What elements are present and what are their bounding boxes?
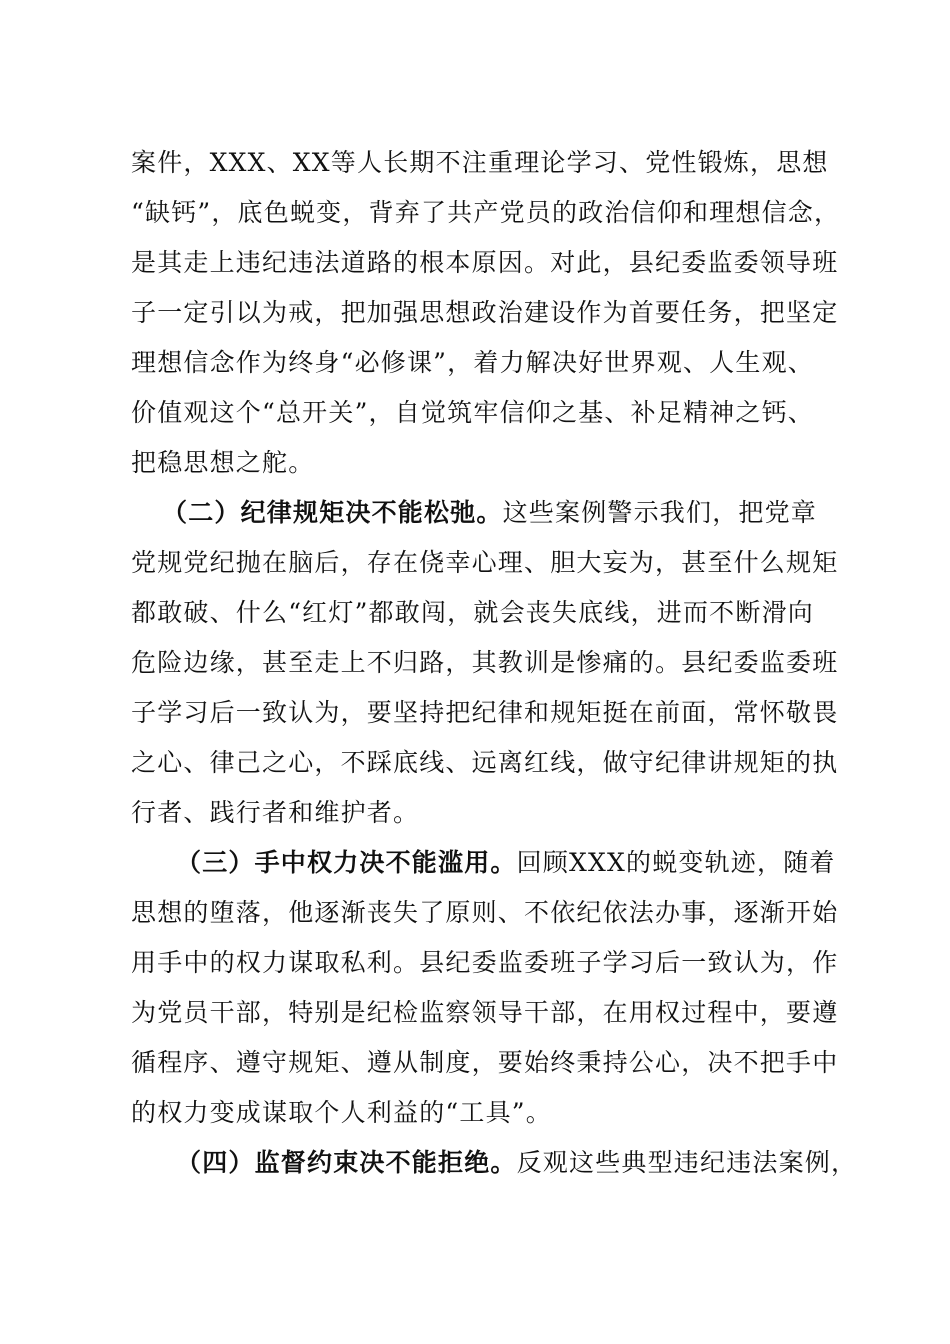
heading-continuation: 回顾XXX的蜕变轨迹，随着 [516,848,836,877]
text-line: 党规党纪抛在脑后，存在侥幸心理、胆大妄为，甚至什么规矩 [131,548,839,577]
heading-continuation: 反观这些典型违纪违法案例， [516,1148,858,1177]
section-heading: （二）纪律规矩决不能松弛。 [162,498,503,527]
heading-continuation: 这些案例警示我们，把党章 [502,498,818,527]
text-line: 循程序、遵守规矩、遵从制度，要始终秉持公心，决不把手中 [131,1048,839,1077]
text-line [176,847,876,879]
text-line: 用手中的权力谋取私利。县纪委监委班子学习后一致认为，作 [131,948,839,977]
text-line: 的权力变成谋取个人利益的“工具”。 [131,1098,552,1127]
text-line: “缺钙”，底色蜕变，背弃了共产党员的政治信仰和理想信念， [131,198,841,227]
text-line: 为党员干部，特别是纪检监察领导干部，在用权过程中，要遵 [131,998,839,1027]
text-line: 行者、践行者和维护者。 [131,798,420,827]
text-line: 都敢破、什么“红灯”都敢闯，就会丧失底线，进而不断滑向 [131,598,814,627]
text-line: 是其走上违纪违法道路的根本原因。对此，县纪委监委领导班 [131,248,839,277]
text-line: 子一定引以为戒，把加强思想政治建设作为首要任务，把坚定 [131,298,839,327]
text-line: 之心、律己之心，不踩底线、远离红线，做守纪律讲规矩的执 [131,748,839,777]
section-heading: （三）手中权力决不能滥用。 [176,848,517,877]
text-line: 理想信念作为终身“必修课”，着力解决好世界观、人生观、 [131,348,814,377]
section-heading: （四）监督约束决不能拒绝。 [176,1148,517,1177]
text-line: 案件，XXX、XX等人长期不注重理论学习、党性锻炼，思想 [131,148,829,177]
text-line: 危险边缘，甚至走上不归路，其教训是惨痛的。县纪委监委班 [131,648,839,677]
text-line: 思想的堕落，他逐渐丧失了原则、不依纪依法办事，逐渐开始 [131,898,839,927]
text-line: 把稳思想之舵。 [131,448,315,477]
text-line: 子学习后一致认为，要坚持把纪律和规矩挺在前面，常怀敬畏 [131,698,839,727]
text-line [176,1147,876,1179]
text-line: 价值观这个“总开关”，自觉筑牢信仰之基、补足精神之钙、 [131,398,814,427]
text-line [162,497,862,529]
